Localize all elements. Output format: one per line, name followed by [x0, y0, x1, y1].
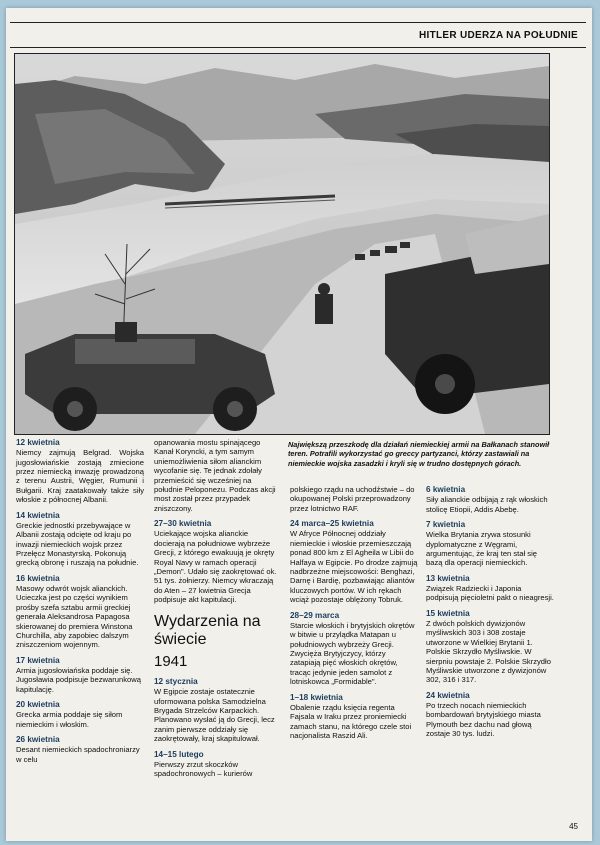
entry-date: 17 kwietnia: [16, 655, 60, 665]
timeline-entry: [290, 519, 418, 604]
chapter-title: HITLER UDERZA NA POŁUDNIE: [419, 29, 578, 41]
entry-text: Niemcy zajmują Belgrad. Wojska jugosłowiańskie zostają zmiecione przez niemiecką inwazję prowadzoną z terenu Austrii, Węgier, Rumunii i Bułgarii. Kraj zaatakowały także siły włoskie z północnej Albanii.: [16, 448, 144, 505]
entry-text: Armia jugosłowiańska poddaje się. Jugosławia podpisuje bezwarunkową kapitulację.: [16, 666, 141, 694]
timeline-column-3: [290, 485, 418, 746]
timeline-entry: [16, 574, 144, 650]
entry-text: Z dwóch polskich dywizjonów myśliwskich 303 i 308 zostaje utworzone w Wielkiej Brytanii 1. Polskie Skrzydło Myśliwskie. W sierpniu powstaje 2. Polskie Skrzydło Myśliwskie utworzone z dywizjonów 302, 316 i 317.: [426, 618, 551, 685]
entry-text: Desant niemieckich spadochroniarzy w celu: [16, 745, 140, 764]
entry-text: Związek Radziecki i Japonia podpisują pięcioletni pakt o nieagresji.: [426, 583, 554, 603]
timeline-column-4: [426, 485, 554, 745]
entry-text: Grecka armia poddaje się siłom niemieckim i włoskim.: [16, 710, 123, 729]
section-heading: Wydarzenia na świecie: [154, 612, 261, 649]
running-header: [10, 22, 586, 48]
entry-date: 14 kwietnia: [16, 510, 60, 520]
timeline-entry: [154, 677, 280, 744]
timeline-entry: [290, 693, 418, 741]
timeline-column-1: [16, 438, 144, 770]
timeline-entry: [16, 511, 144, 568]
page-number: 45: [569, 822, 578, 831]
timeline-entry: [154, 750, 280, 779]
timeline-entry: [426, 691, 554, 739]
entry-date: 16 kwietnia: [16, 573, 60, 583]
entry-date: 28–29 marca: [290, 610, 340, 620]
section-year: 1941: [154, 653, 188, 671]
entry-text: Obalenie rządu księcia regenta Fajsala w Iraku przez proniemiecki zamach stanu, na którego czele stoi nacjonalista Raszid Ali.: [290, 702, 412, 741]
entry-text: W Afryce Północnej oddziały niemieckie i włoskie przemieszczają ponad 800 km z El Agheila w Libii do Halfaya w Egipcie. Po drodze zajmują nadbrzeżne miejscowości: Benghazi, Darnę i Bardię, pozbawiając aliantów kluczowych portów. W ich rękach wciąż pozostaje oblężony Tobruk.: [290, 529, 418, 605]
entry-date: 1–18 kwietnia: [290, 692, 343, 702]
entry-date: 15 kwietnia: [426, 608, 470, 618]
entry-date: 6 kwietnia: [426, 485, 466, 494]
entry-text: Siły alianckie odbijają z rąk włoskich stolicę Etiopii, Addis Abebę.: [426, 495, 548, 514]
timeline-entry: [426, 520, 554, 568]
timeline-entry: [16, 656, 144, 694]
entry-date: 20 kwietnia: [16, 700, 60, 710]
entry-date: 24 marca–25 kwietnia: [290, 519, 374, 529]
entry-date: 14–15 lutego: [154, 749, 204, 759]
entry-text: Greckie jednostki przebywające w Albanii zostają odcięte od kraju po inwazji niemieckich wojsk przez Przełęcz Monastyrską. Pokonują grecką obronę i ruszają na południe.: [16, 520, 139, 568]
entry-date: 13 kwietnia: [426, 573, 470, 583]
timeline-entry: [16, 438, 144, 505]
photo-caption: Największą przeszkodę dla działań niemieckiej armii na Bałkanach stanowił teren. Potrafili wykorzystać go greccy partyzanci, którzy zastawiali na niemieckie wojska zasadzki i kryli się w trudno dostępnych górach.: [288, 440, 550, 468]
entry-text: Starcie włoskich i brytyjskich okrętów w bitwie u przylądka Matapan u południowych wybrzeży Grecji. Zwycięża Brytyjczycy, którzy zatapiają pięć włoskich okrętów, tracąc jedynie jeden samolot z lotniskowca „Formidable".: [290, 620, 415, 687]
entry-text: Wielka Brytania zrywa stosunki dyplomatyczne z Węgrami, argumentując, że kraj ten stał się bazą dla operacji niemieckich.: [426, 530, 538, 568]
photo-illustration: [15, 54, 549, 434]
timeline-entry: [426, 485, 554, 514]
entry-date: 24 kwietnia: [426, 690, 470, 700]
timeline-entry: [16, 735, 144, 764]
entry-date: 27–30 kwietnia: [154, 519, 212, 529]
timeline-entry: [290, 611, 418, 687]
entry-text: Uciekające wojska alianckie docierają na południowe wybrzeże Grecji, z którego ewakuują je okręty Royal Navy w ramach operacji „Demon". Udało się zaokrętować ok. 51 tys. żołnierzy. Niemcy wkraczają do Aten – 27 kwietnia Grecja podpisuje akt kapitulacji.: [154, 529, 277, 605]
entry-date: 12 kwietnia: [16, 438, 60, 447]
book-page: [6, 8, 592, 841]
entry-date: 7 kwietnia: [426, 519, 466, 529]
continued-text: [290, 485, 418, 513]
timeline-entry: [426, 609, 554, 685]
timeline-column-2: [154, 438, 280, 785]
entry-text: Masowy odwrót wojsk alianckich. Ucieczka jest po części wynikiem prośby szefa sztabu armii greckiej generała Aleksandrosa Papagosa skierowanej do premiera Winstona Churchilla, aby zapobiec dalszym zniszczeniom wojennym.: [16, 583, 133, 650]
timeline-entry: [16, 700, 144, 729]
war-photo: [14, 53, 550, 435]
entry-text: Po trzech nocach niemieckich bombardowań brytyjskiego miasta Plymouth bez dachu nad głową zostaje 30 tys. ludzi.: [426, 700, 541, 739]
entry-date: 26 kwietnia: [16, 735, 60, 745]
entry-text: Pierwszy zrzut skoczków spadochronowych – kurierów: [154, 759, 253, 779]
entry-text: polskiego rządu na uchodźstwie – do okupowanej Polski przeprowadzony przez lotnictwo RAF.: [290, 485, 415, 513]
entry-date: 12 stycznia: [154, 677, 198, 687]
entry-text: opanowania mostu spinającego Kanał Koryncki, a tym samym uniemożliwienia siłom alianckim wycofanie się. Te jednak zdołały przemieścić się wcześniej na południe Peloponezu. Podczas akcji most został przez przypadek zniszczony.: [154, 438, 276, 513]
timeline-entry: [154, 519, 280, 604]
continued-text: [154, 438, 280, 513]
timeline-entry: [426, 574, 554, 603]
entry-text: W Egipcie zostaje ostatecznie uformowana polska Samodzielna Brygada Strzelców Karpackich. Planowano wysłać ją do Grecji, lecz zanim pierwsze oddziały się zaokrętowały, kraj skapitulował.: [154, 687, 275, 744]
